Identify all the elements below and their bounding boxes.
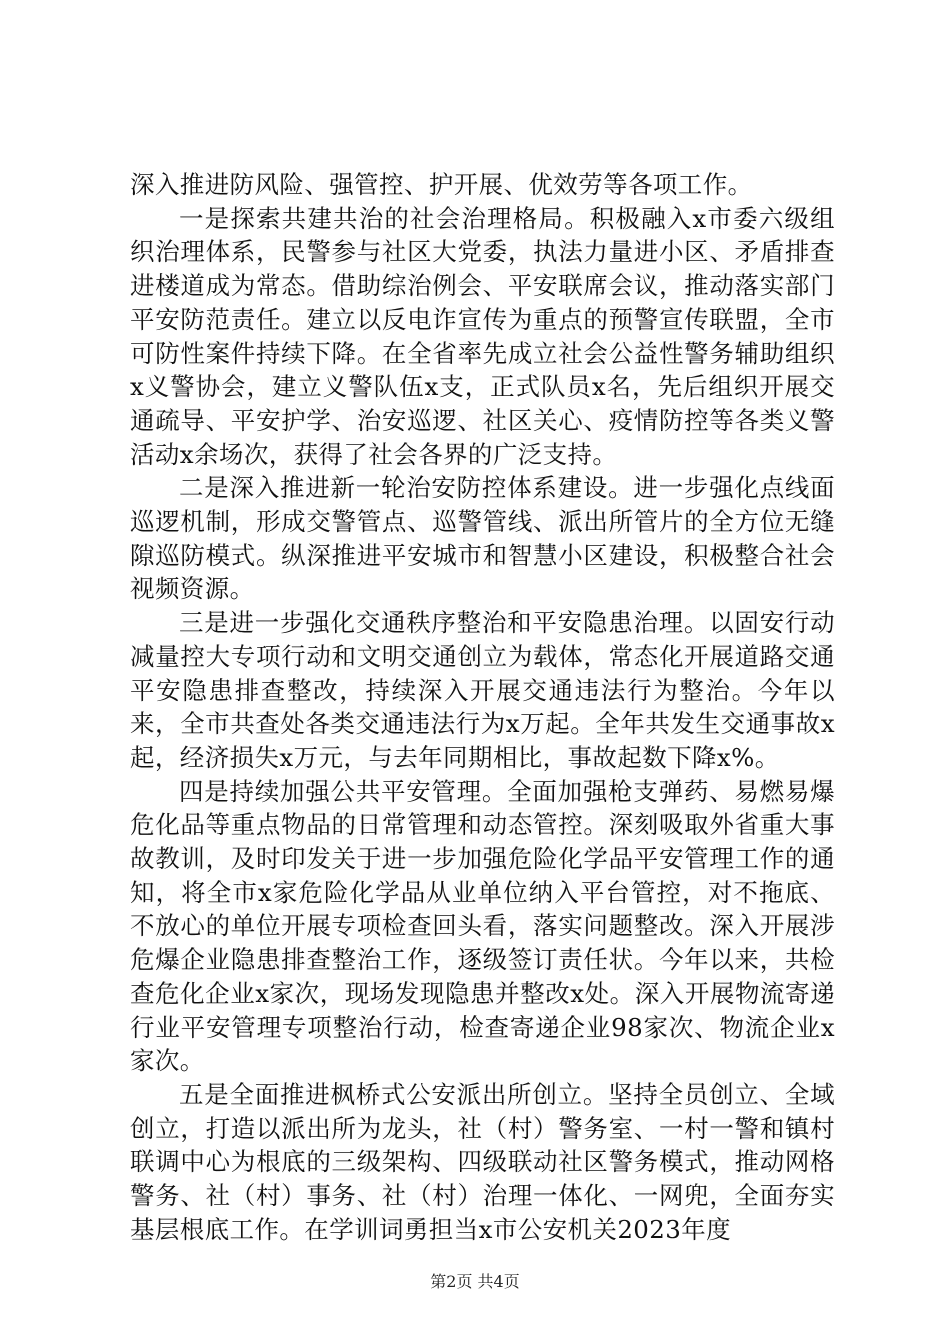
page-number-footer: 第2页 共4页 xyxy=(430,1272,520,1291)
paragraph-traffic-order: 三是进一步强化交通秩序整治和平安隐患治理。以固安行动减量控大专项行动和文明交通创立为载体，常态化开展道路交通平安隐患排查整改，持续深入开展交通违法行为整治。今年以来，全市共查处各类交通违法行为x万起。全年共发生交通事故x起，经济损失x万元，与去年同期相比，事故起数下降x%。 xyxy=(130,608,835,772)
paragraph-security-prevention: 二是深入推进新一轮治安防控体系建设。进一步强化点线面巡逻机制，形成交警管点、巡警管线、派出所管片的全方位无缝隙巡防模式。纵深推进平安城市和智慧小区建设，积极整合社会视频资源。 xyxy=(130,473,835,604)
document-body xyxy=(130,168,835,1247)
paragraph-fengqiao-police: 五是全面推进枫桥式公安派出所创立。坚持全员创立、全域创立，打造以派出所为龙头，社（村）警务室、一村一警和镇村联调中心为根底的三级架构、四级联动社区警务模式，推动网格警务、社（村）事务、社（村）治理一体化、一网兜，全面夯实基层根底工作。在学训词勇担当x市公安机关2023年度 xyxy=(130,1079,835,1244)
paragraph-social-governance: 一是探索共建共治的社会治理格局。积极融入x市委六级组织治理体系，民警参与社区大党委，执法力量进小区、矛盾排查进楼道成为常态。借助综治例会、平安联席会议，推动落实部门平安防范责任。建立以反电诈宣传为重点的预警宣传联盟，全市可防性案件持续下降。在全省率先成立社会公益性警务辅助组织x义警协会，建立义警队伍x支，正式队员x名，先后组织开展交通疏导、平安护学、治安巡逻、社区关心、疫情防控等各类义警活动x余场次，获得了社会各界的广泛支持。 xyxy=(130,203,835,469)
paragraph-public-safety: 四是持续加强公共平安管理。全面加强枪支弹药、易燃易爆危化品等重点物品的日常管理和动态管控。深刻吸取外省重大事故教训，及时印发关于进一步加强危险化学品平安管理工作的通知，将全市x家危险化学品从业单位纳入平台管控，对不拖底、不放心的单位开展专项检查回头看，落实问题整改。深入开展涉危爆企业隐患排查整治工作，逐级签订责任状。今年以来，共检查危化企业x家次，现场发现隐患并整改x处。深入开展物流寄递行业平安管理专项整治行动，检查寄递企业98家次、物流企业x家次。 xyxy=(130,776,835,1076)
paragraph-continuation: 深入推进防风险、强管控、护开展、优效劳等各项工作。 xyxy=(130,170,753,199)
